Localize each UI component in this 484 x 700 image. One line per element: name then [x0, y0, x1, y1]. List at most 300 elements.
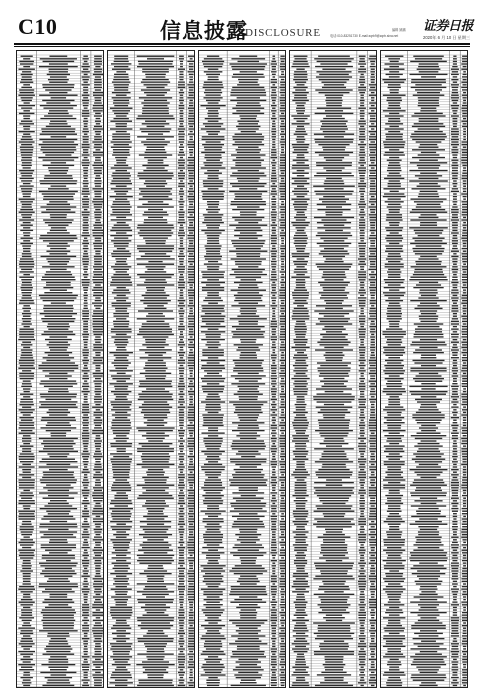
table-cell-text	[204, 97, 223, 98]
table-cell-text	[40, 235, 76, 236]
table-cell-text	[110, 453, 132, 454]
table-cell-text	[21, 121, 32, 122]
table-cell-text	[279, 656, 286, 657]
table-cell-text	[294, 74, 308, 75]
table-cell-text	[49, 170, 68, 171]
table-cell-text	[317, 362, 351, 363]
table-cell-text	[452, 87, 459, 88]
table-cell-text	[358, 277, 366, 278]
table-cell-text	[23, 435, 31, 436]
table-cell-text	[84, 529, 88, 530]
table-cell-text	[139, 682, 172, 683]
table-cell-text	[84, 659, 87, 660]
table-cell-text	[147, 508, 165, 509]
table-cell-text	[319, 92, 350, 93]
table-cell-text	[239, 664, 257, 665]
table-cell-text	[94, 71, 102, 72]
table-cell-text	[95, 599, 101, 600]
table-cell-text	[271, 105, 277, 106]
table-cell-text	[238, 550, 259, 551]
table-cell-text	[370, 266, 376, 267]
table-cell-text	[189, 531, 193, 532]
table-cell-text	[451, 97, 459, 98]
table-cell-text	[179, 193, 185, 194]
table-cell-text	[271, 510, 277, 511]
table-cell-text	[410, 61, 447, 62]
table-cell-text	[188, 591, 195, 592]
table-cell-text	[326, 479, 342, 480]
table-cell-text	[179, 214, 185, 215]
table-cell-text	[115, 661, 128, 662]
table-cell-text	[371, 656, 374, 657]
table-cell-text	[146, 378, 165, 379]
table-cell-text	[452, 100, 459, 101]
table-cell-text	[239, 188, 257, 189]
table-cell-text	[323, 167, 344, 168]
table-cell-text	[319, 557, 349, 558]
table-cell-text	[179, 625, 183, 626]
table-cell-text	[188, 661, 195, 662]
table-cell-text	[20, 539, 33, 540]
table-cell-text	[281, 230, 284, 231]
table-cell-text	[22, 565, 32, 566]
table-cell-text	[207, 240, 219, 241]
table-cell-text	[360, 240, 363, 241]
table-cell-text	[83, 420, 88, 421]
table-cell-text	[319, 425, 349, 426]
table-cell-text	[359, 669, 365, 670]
table-cell-text	[296, 622, 305, 623]
table-cell-text	[359, 596, 364, 597]
table-cell-text	[272, 513, 275, 514]
table-cell-text	[84, 648, 88, 649]
table-cell-text	[324, 279, 343, 280]
table-cell-text	[279, 542, 285, 543]
table-cell-text	[94, 412, 103, 413]
table-cell-text	[280, 316, 286, 317]
table-cell-text	[293, 152, 309, 153]
table-cell-text	[358, 534, 366, 535]
table-cell-text	[113, 430, 130, 431]
table-cell-text	[147, 58, 164, 59]
table-cell-text	[358, 167, 366, 168]
table-cell-text	[235, 365, 261, 366]
table-cell-text	[202, 139, 225, 140]
table-cell-text	[204, 157, 221, 158]
table-cell-text	[235, 378, 262, 379]
table-cell-text	[179, 425, 184, 426]
table-cell-text	[280, 383, 286, 384]
table-cell-text	[84, 401, 88, 402]
table-cell-text	[280, 615, 284, 616]
table-cell-text	[82, 206, 89, 207]
table-cell-text	[297, 186, 304, 187]
table-cell-text	[178, 589, 185, 590]
table-cell-text	[280, 211, 286, 212]
table-cell-text	[370, 87, 375, 88]
table-cell-text	[84, 123, 88, 124]
table-cell-text	[359, 378, 365, 379]
table-cell-text	[295, 469, 306, 470]
table-cell-text	[201, 326, 226, 327]
table-cell-text	[203, 664, 224, 665]
table-cell-text	[42, 591, 75, 592]
table-cell-text	[280, 604, 286, 605]
table-cell-text	[188, 599, 194, 600]
table-cell-text	[326, 360, 342, 361]
table-cell-text	[146, 596, 165, 597]
table-cell-text	[293, 573, 308, 574]
table-cell-text	[369, 516, 376, 517]
table-cell-text	[240, 232, 257, 233]
table-cell-text	[322, 329, 345, 330]
table-cell-text	[39, 630, 78, 631]
table-cell-text	[359, 331, 366, 332]
table-cell-text	[317, 204, 352, 205]
table-cell-text	[271, 365, 277, 366]
table-cell-text	[235, 464, 261, 465]
table-cell-text	[42, 555, 75, 556]
table-cell-text	[453, 123, 457, 124]
table-cell-text	[239, 123, 258, 124]
table-cell-text	[281, 648, 285, 649]
table-cell-text	[19, 373, 34, 374]
table-cell-text	[369, 674, 376, 675]
table-cell-text	[49, 201, 67, 202]
table-cell-text	[19, 427, 35, 428]
table-cell-text	[230, 503, 266, 504]
table-cell-text	[294, 393, 308, 394]
table-cell-text	[272, 407, 276, 408]
table-cell-text	[188, 653, 195, 654]
table-cell-text	[271, 656, 277, 657]
table-cell-text	[137, 599, 173, 600]
table-cell-text	[112, 617, 130, 618]
table-cell-text	[23, 305, 29, 306]
table-cell-text	[111, 375, 132, 376]
table-cell-text	[371, 295, 375, 296]
table-cell-text	[20, 557, 33, 558]
table-cell-text	[137, 318, 175, 319]
table-cell-text	[370, 199, 376, 200]
table-cell-text	[293, 672, 307, 673]
table-cell-text	[296, 266, 304, 267]
table-cell-text	[202, 277, 224, 278]
table-cell-text	[95, 240, 102, 241]
table-cell-text	[137, 464, 175, 465]
table-cell-text	[140, 526, 171, 527]
table-cell-text	[46, 646, 71, 647]
table-cell-text	[360, 58, 365, 59]
table-cell-text	[360, 115, 365, 116]
table-cell-text	[241, 563, 256, 564]
table-cell-text	[148, 217, 163, 218]
table-cell-text	[51, 185, 67, 186]
table-cell-text	[280, 329, 285, 330]
table-cell-text	[82, 370, 90, 371]
table-cell-text	[83, 500, 89, 501]
table-cell-text	[232, 69, 264, 70]
table-cell-text	[188, 490, 195, 491]
table-cell-text	[296, 534, 306, 535]
table-cell-text	[188, 323, 194, 324]
table-cell-text	[19, 617, 34, 618]
table-cell-text	[238, 347, 259, 348]
table-cell-text	[46, 102, 70, 103]
table-cell-text	[280, 360, 286, 361]
table-cell-text	[281, 427, 285, 428]
table-cell-text	[204, 453, 222, 454]
table-cell-text	[451, 74, 459, 75]
table-cell-text	[115, 199, 127, 200]
table-cell-text	[84, 578, 87, 579]
table-cell-text	[82, 664, 90, 665]
table-cell-text	[325, 308, 343, 309]
table-cell-text	[179, 482, 184, 483]
table-cell-text	[19, 643, 35, 644]
table-cell-text	[189, 370, 193, 371]
table-cell-text	[207, 227, 219, 228]
table-cell-text	[272, 102, 275, 103]
table-cell-text	[110, 573, 132, 574]
table-cell-text	[18, 69, 34, 70]
table-cell-text	[271, 687, 277, 688]
table-cell-text	[114, 118, 129, 119]
table-cell-text	[93, 321, 103, 322]
table-cell-text	[370, 622, 376, 623]
table-cell-text	[83, 544, 89, 545]
table-cell-text	[369, 539, 376, 540]
table-cell-text	[296, 399, 304, 400]
table-cell-text	[94, 217, 101, 218]
table-cell-text	[273, 443, 276, 444]
table-cell-text	[189, 95, 194, 96]
table-cell-text	[389, 89, 398, 90]
table-cell-text	[178, 581, 184, 582]
table-cell-text	[49, 388, 68, 389]
table-cell-text	[371, 271, 374, 272]
table-cell-text	[50, 594, 68, 595]
table-cell-text	[296, 219, 306, 220]
table-cell-text	[111, 628, 131, 629]
table-cell-text	[110, 383, 133, 384]
table-cell-text	[360, 323, 365, 324]
table-cell-text	[206, 682, 219, 683]
table-cell-text	[112, 69, 130, 70]
table-cell-text	[317, 222, 351, 223]
table-cell-text	[20, 271, 34, 272]
table-cell-text	[39, 526, 77, 527]
table-cell-text	[361, 625, 364, 626]
table-cell-text	[294, 118, 308, 119]
table-cell-text	[324, 180, 343, 181]
table-cell-text	[19, 586, 34, 587]
table-cell-text	[179, 74, 183, 75]
table-cell-text	[207, 243, 219, 244]
table-cell-text	[451, 139, 459, 140]
table-cell-text	[205, 672, 221, 673]
table-cell-text	[179, 336, 184, 337]
table-cell-text	[188, 133, 194, 134]
table-cell-text	[95, 336, 100, 337]
table-cell-text	[370, 531, 375, 532]
table-cell-text	[369, 508, 376, 509]
table-cell-text	[23, 490, 29, 491]
table-cell-text	[178, 685, 186, 686]
table-cell-text	[208, 560, 218, 561]
table-cell-text	[83, 139, 89, 140]
table-cell-text	[370, 66, 376, 67]
table-cell-text	[82, 188, 89, 189]
table-cell-text	[358, 518, 366, 519]
table-cell-text	[271, 284, 276, 285]
table-cell-text	[295, 300, 307, 301]
table-cell-text	[232, 443, 265, 444]
table-cell-text	[234, 344, 263, 345]
table-cell-text	[82, 76, 90, 77]
table-cell-text	[20, 230, 33, 231]
table-cell-text	[179, 279, 184, 280]
table-cell-text	[271, 297, 276, 298]
table-cell-text	[387, 97, 401, 98]
table-cell-text	[138, 680, 172, 681]
table-cell-text	[148, 162, 164, 163]
table-cell-text	[231, 66, 265, 67]
table-cell-text	[83, 287, 88, 288]
table-cell-text	[83, 264, 89, 265]
table-cell-text	[95, 505, 102, 506]
table-cell-text	[178, 128, 186, 129]
table-cell-text	[296, 539, 306, 540]
table-cell-text	[272, 115, 275, 116]
table-cell-text	[359, 82, 365, 83]
table-cell-text	[83, 336, 89, 337]
table-cell-text	[189, 110, 194, 111]
table-cell-text	[281, 274, 284, 275]
table-cell-text	[20, 300, 34, 301]
table-cell-text	[19, 555, 35, 556]
table-cell-text	[188, 412, 195, 413]
issue-date: 2020年 6 月 10 日 星期三	[423, 35, 471, 40]
table-cell-text	[317, 61, 352, 62]
table-cell-text	[462, 56, 467, 57]
table-cell-text	[81, 576, 89, 577]
table-cell-text	[18, 479, 34, 480]
table-cell-text	[115, 264, 128, 265]
table-cell-text	[360, 568, 363, 569]
table-cell-text	[371, 651, 374, 652]
table-cell-text	[203, 417, 223, 418]
table-cell-text	[359, 464, 364, 465]
table-cell-text	[371, 641, 374, 642]
table-cell-text	[371, 63, 375, 64]
table-cell-text	[272, 498, 276, 499]
table-cell-text	[358, 108, 365, 109]
table-cell-text	[370, 212, 375, 213]
table-cell-text	[272, 485, 276, 486]
table-cell-text	[188, 521, 194, 522]
table-cell-text	[113, 578, 129, 579]
table-cell-text	[320, 251, 347, 252]
table-cell-text	[178, 186, 185, 187]
table-cell-text	[280, 440, 286, 441]
table-cell-text	[92, 604, 103, 605]
table-cell-text	[180, 646, 183, 647]
table-cell-text	[280, 591, 285, 592]
table-cell-text	[187, 547, 195, 548]
table-cell-text	[293, 370, 307, 371]
table-cell-text	[137, 175, 173, 176]
table-cell-text	[240, 557, 257, 558]
table-cell-text	[189, 331, 194, 332]
table-cell-text	[23, 679, 31, 680]
table-cell-text	[188, 227, 195, 228]
table-cell-text	[293, 531, 309, 532]
table-cell-text	[234, 412, 263, 413]
table-cell-text	[48, 188, 69, 189]
table-cell-text	[21, 344, 32, 345]
table-cell-text	[208, 430, 218, 431]
table-cell-text	[138, 394, 172, 395]
table-cell-text	[94, 269, 102, 270]
table-cell-text	[271, 446, 276, 447]
table-cell-text	[205, 526, 222, 527]
table-cell-text	[281, 687, 285, 688]
table-cell-text	[205, 165, 222, 166]
table-cell-text	[188, 581, 195, 582]
table-cell-text	[180, 240, 183, 241]
table-cell-text	[178, 672, 185, 673]
table-cell-text	[237, 206, 259, 207]
table-cell-text	[23, 321, 31, 322]
table-cell-text	[82, 492, 90, 493]
table-cell-text	[322, 201, 346, 202]
table-cell-text	[93, 469, 102, 470]
table-cell-text	[117, 381, 126, 382]
table-cell-text	[280, 310, 285, 311]
table-cell-text	[206, 607, 221, 608]
table-cell-text	[137, 248, 174, 249]
table-cell-text	[325, 680, 344, 681]
table-cell-text	[111, 674, 131, 675]
table-cell-text	[292, 100, 309, 101]
table-cell-text	[207, 266, 219, 267]
table-cell-text	[112, 518, 130, 519]
table-cell-text	[45, 589, 72, 590]
table-cell-text	[110, 682, 133, 683]
table-cell-text	[20, 461, 33, 462]
table-cell-text	[20, 365, 34, 366]
table-cell-text	[272, 128, 276, 129]
table-cell-text	[83, 175, 88, 176]
table-cell-text	[143, 529, 168, 530]
table-cell-text	[23, 635, 30, 636]
table-cell-text	[50, 500, 67, 501]
table-cell-text	[188, 147, 194, 148]
table-cell-text	[95, 342, 101, 343]
table-cell-text	[371, 79, 375, 80]
table-cell-text	[370, 186, 376, 187]
table-cell-text	[315, 152, 353, 153]
table-cell-text	[272, 170, 276, 171]
table-cell-text	[188, 199, 194, 200]
table-cell-text	[115, 680, 128, 681]
table-cell-text	[297, 136, 305, 137]
table-cell-text	[231, 58, 265, 59]
table-cell-text	[279, 674, 285, 675]
table-cell-text	[112, 414, 131, 415]
table-cell-text	[45, 375, 72, 376]
